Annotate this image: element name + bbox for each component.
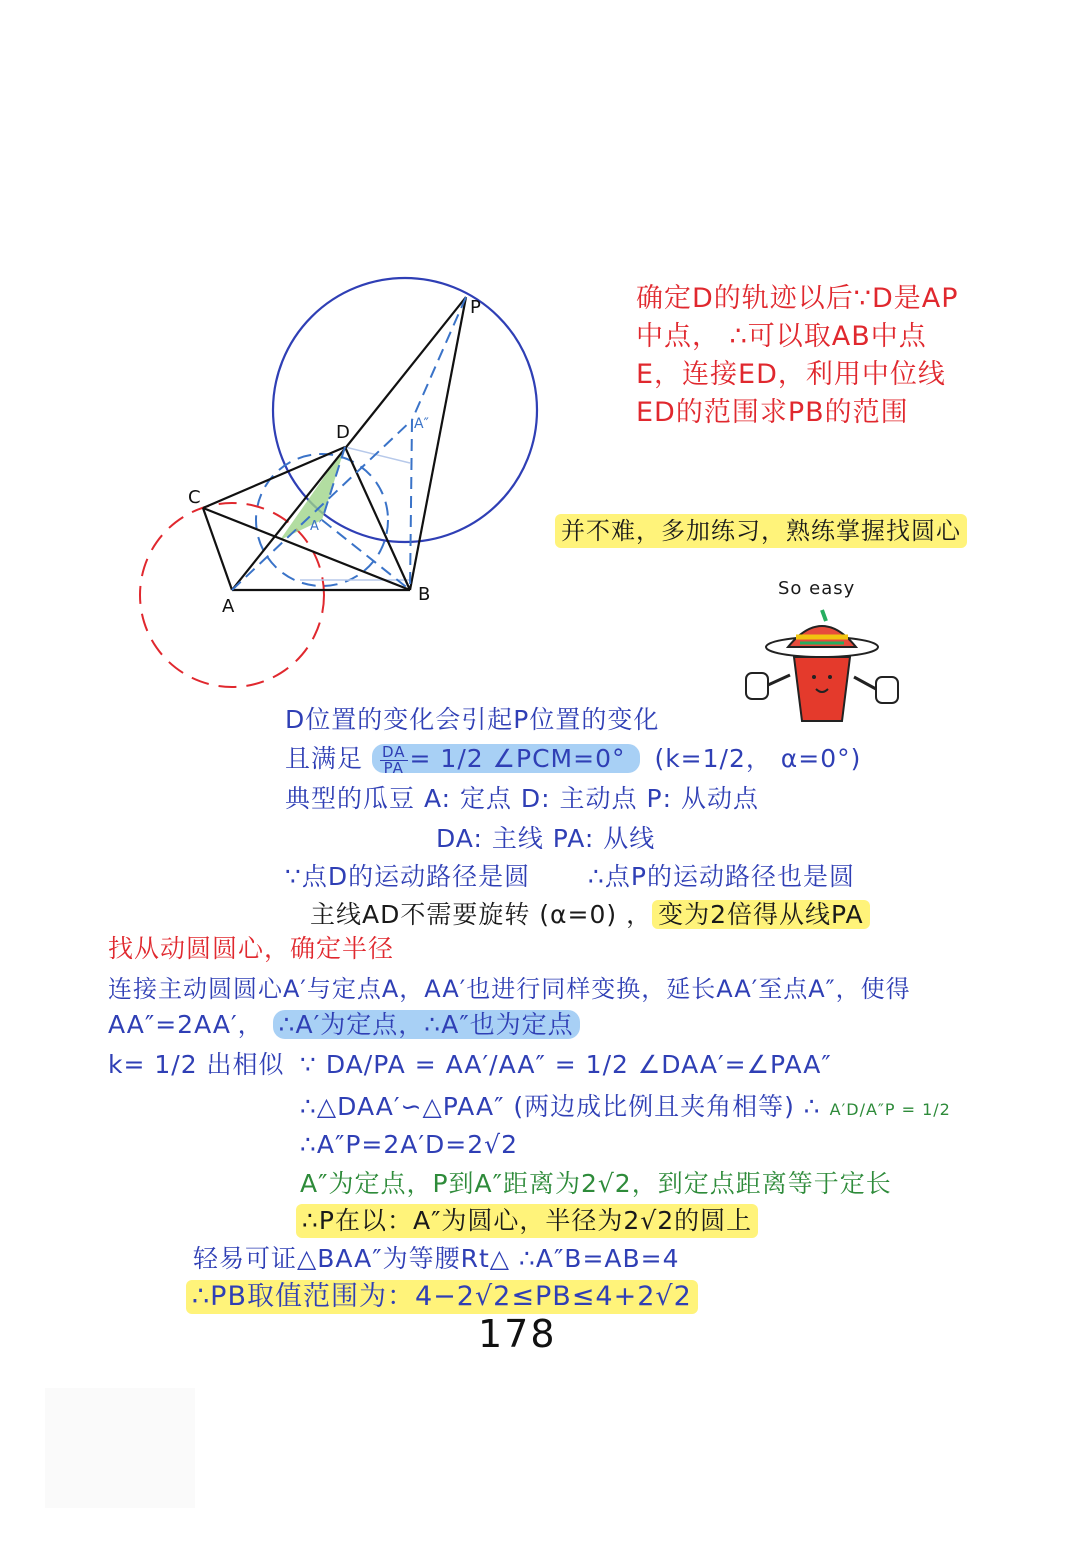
segment-ca [203,508,232,590]
condition-highlight [372,742,640,777]
line-similarity-k: k= 1/2 出相似 [108,1050,285,1079]
no-rotation-text: 主线AD不需要旋转 (α=0) ， [310,900,653,929]
aa-relation: AA″=2AA′， [108,1010,264,1039]
ratio-denominator: PA [383,758,404,777]
line-similar-triangles [300,1090,951,1127]
fixed-points-highlight: ∴A′为定点，∴A″也为定点 [273,1010,580,1039]
note-red-line-2: 中点， ∴可以取AB中点 [636,321,927,352]
note-red-line-4: ED的范围求PB的范围 [636,397,909,428]
segment-ap [232,297,466,590]
label-a-double: A″ [414,416,429,432]
line-main-follow-lines: DA: 主线 PA: 从线 [436,824,656,853]
line-pb-range: ∴PB取值范围为：4−2√2≤PB≤4+2√2 [186,1280,698,1314]
note-red-line-3: E，连接ED，利用中位线 [636,359,946,390]
line-position-change: D位置的变化会引起P位置的变化 [285,705,660,734]
label-d: D [336,422,350,443]
label-p: P [470,297,481,318]
double-highlight: 变为2倍得从线PA [652,900,870,929]
page-number: 178 [478,1312,557,1356]
line-a-double-p: ∴A″P=2A′D=2√2 [300,1130,518,1159]
line-ratio-angle: ∵ DA/PA = AA′/AA″ = 1/2 ∠DAA′=∠PAA″ [300,1050,832,1079]
line-connect-centers: 连接主动圆圆心A′与定点A，AA′也进行同样变换，延长AA′至点A″，使得 [108,975,911,1003]
condition-params: (k=1/2， α=0°) [654,744,862,773]
mascot-caption: So easy [778,578,856,599]
segment-pb [410,297,466,590]
line-fixed-distance: A″为定点，P到A″距离为2√2，到定点距离等于定长 [300,1169,892,1198]
line-d-path: ∵点D的运动路径是圆 [285,862,531,891]
similar-text: ∴△DAA′∽△PAA″ (两边成比例且夹角相等) ∴ [300,1092,821,1121]
condition-angle: = 1/2 ∠PCM=0° [409,744,626,773]
similar-ratio: A′D/A″P = 1/2 [829,1100,951,1119]
line-no-rotation [310,898,870,932]
line-aa-double [108,1008,580,1042]
faint-smudge [45,1388,195,1508]
note-red-line-1: 确定D的轨迹以后∵D是AP [636,283,959,314]
ratio-fraction [380,742,408,777]
chili-mascot-icon [742,605,902,725]
line-p-on-circle: ∴P在以：A″为圆心，半径为2√2的圆上 [296,1204,758,1238]
ratio-numerator: DA [381,742,406,761]
line-classic-model: 典型的瓜豆 A: 定点 D: 主动点 P: 从动点 [285,784,759,813]
label-c: C [188,487,201,508]
label-a: A [222,596,235,617]
condition-prefix: 且满足 [285,744,364,773]
line-find-center: 找从动圆圆心，确定半径 [108,934,395,963]
line-isosceles: 轻易可证△BAA″为等腰Rt△ ∴A″B=AB=4 [193,1244,680,1273]
label-a-prime: A′ [310,519,322,534]
line-p-path: ∴点P的运动路径也是圆 [588,862,855,891]
label-b: B [418,584,431,605]
tip-highlight: 并不难，多加练习，熟练掌握找圆心 [555,514,967,548]
line-condition [285,742,861,776]
